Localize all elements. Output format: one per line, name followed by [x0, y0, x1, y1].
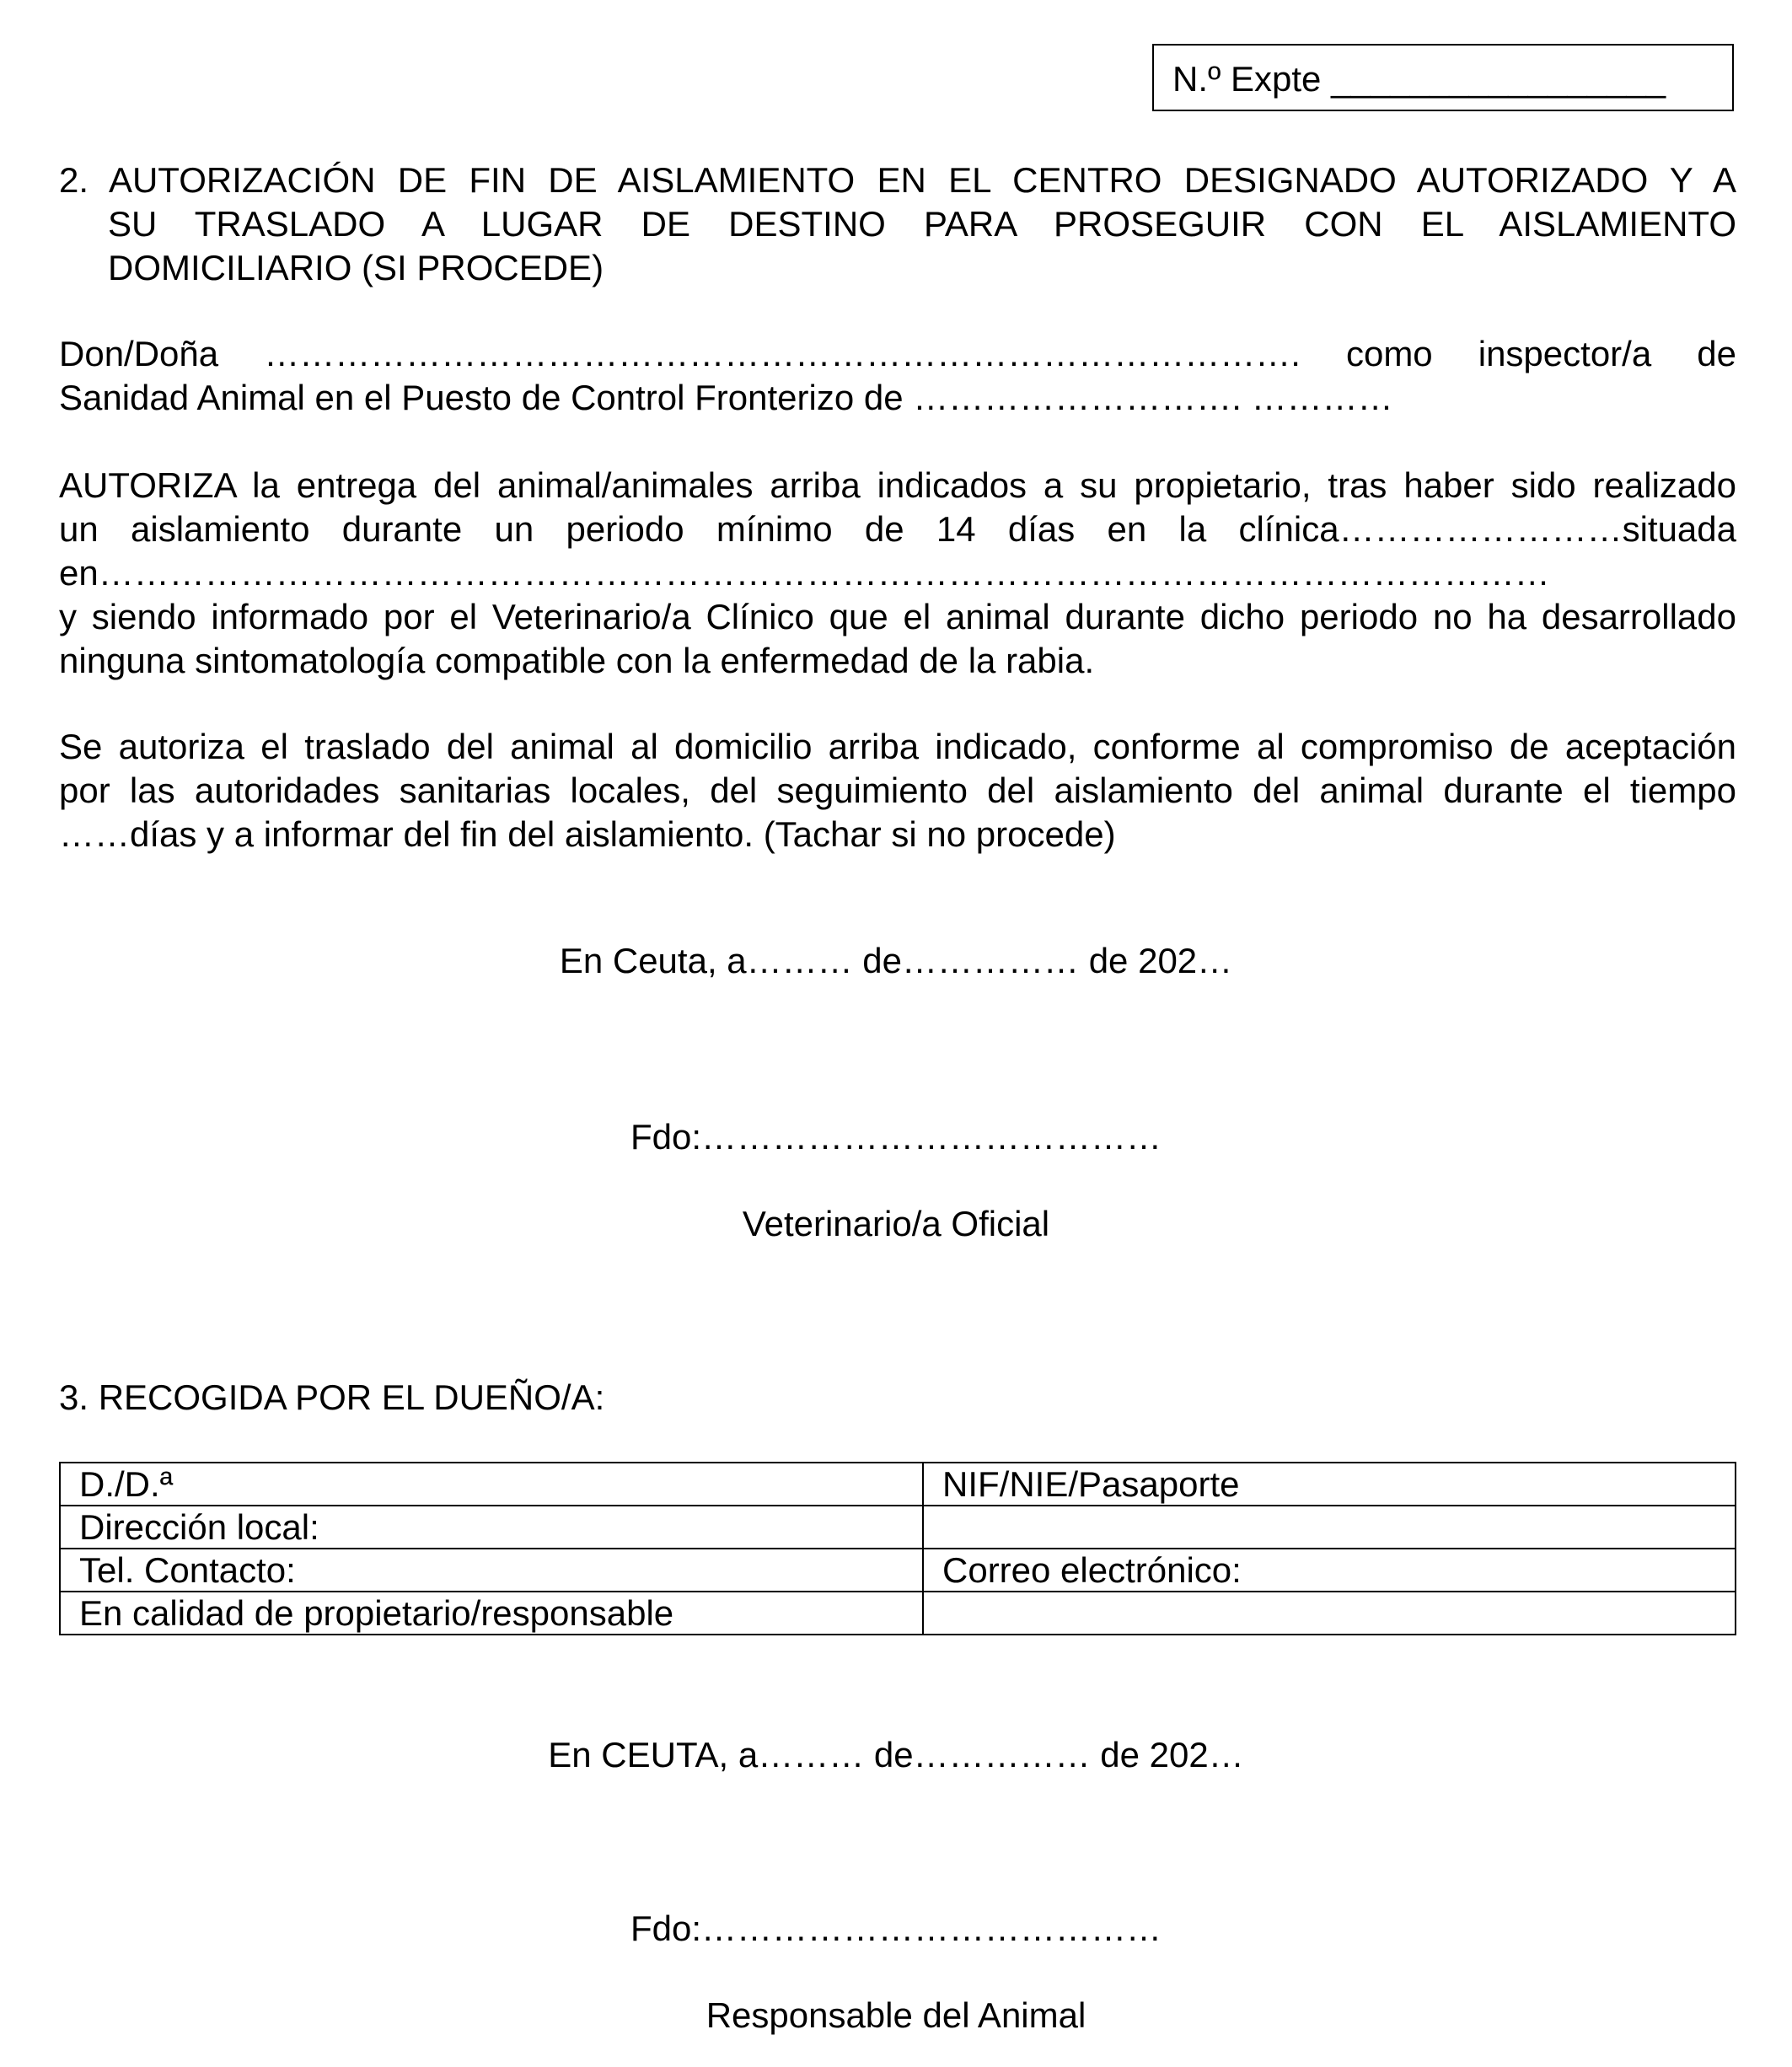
paragraph-line: y siendo informado por el Veterinario/a Clínico que el animal durante dicho periodo no ha desarrollado [59, 597, 1736, 636]
section-3-title: 3. RECOGIDA POR EL DUEÑO/A: [59, 1377, 605, 1417]
section-2-title [59, 158, 1736, 290]
paragraph-line: ninguna sintomatología compatible con la enfermedad de la rabia. [59, 641, 1095, 680]
section-2-title-line: SU TRASLADO A LUGAR DE DESTINO PARA PROSEGUIR CON EL AISLAMIENTO [108, 204, 1736, 244]
section-2-date-line: En Ceuta, a……… de…………… de 202… [559, 941, 1233, 980]
table-row [60, 1463, 1736, 1506]
table-row [60, 1549, 1736, 1592]
empty-cell[interactable] [923, 1506, 1736, 1549]
table-row [60, 1506, 1736, 1549]
section-3-signer-role: Responsable del Animal [706, 1995, 1086, 2035]
inspector-paragraph [59, 332, 1736, 420]
paragraph-line: Sanidad Animal en el Puesto de Control Fronterizo de ………………………. ………… [59, 378, 1393, 417]
paragraph-line: AUTORIZA la entrega del animal/animales arriba indicados a su propietario, tras haber sido realizado [59, 465, 1736, 505]
owner-details-table [59, 1462, 1736, 1635]
autoriza-paragraph [59, 464, 1736, 683]
section-2-title-line: 2. AUTORIZACIÓN DE FIN DE AISLAMIENTO EN EL CENTRO DESIGNADO AUTORIZADO Y A [59, 160, 1736, 200]
owner-name-field[interactable]: D./D.ª [60, 1463, 923, 1506]
owner-id-document-field[interactable]: NIF/NIE/Pasaporte [923, 1463, 1736, 1506]
owner-email-field[interactable]: Correo electrónico: [923, 1549, 1736, 1592]
owner-address-field[interactable]: Dirección local: [60, 1506, 923, 1549]
paragraph-line: Se autoriza el traslado del animal al domicilio arriba indicado, conforme al compromiso de aceptación [59, 727, 1736, 766]
paragraph-line: en…………………………………………………………………………………………………………… [59, 553, 1550, 593]
expediente-number-field[interactable]: N.º Expte _________________ [1152, 44, 1734, 111]
table-row [60, 1592, 1736, 1635]
section-3-signature-line: Fdo:………………………………… [630, 1909, 1162, 1948]
owner-capacity-field[interactable]: En calidad de propietario/responsable [60, 1592, 923, 1635]
paragraph-line: Don/Doña ……………………………………………………………………………. como inspector/a de [59, 334, 1736, 373]
section-2-signer-role: Veterinario/a Oficial [742, 1204, 1050, 1243]
paragraph-line: un aislamiento durante un periodo mínimo de 14 días en la clínica……………………situada [59, 509, 1736, 549]
section-2-title-line: DOMICILIARIO (SI PROCEDE) [108, 248, 604, 287]
empty-cell[interactable] [923, 1592, 1736, 1635]
section-3-date-line: En CEUTA, a……… de…………… de 202… [548, 1735, 1244, 1774]
paragraph-line: ……días y a informar del fin del aislamiento. (Tachar si no procede) [59, 814, 1116, 854]
section-2-signature-line: Fdo:………………………………… [630, 1117, 1162, 1157]
traslado-paragraph [59, 725, 1736, 856]
paragraph-line: por las autoridades sanitarias locales, del seguimiento del aislamiento del animal durante el tiempo [59, 770, 1736, 810]
owner-phone-field[interactable]: Tel. Contacto: [60, 1549, 923, 1592]
